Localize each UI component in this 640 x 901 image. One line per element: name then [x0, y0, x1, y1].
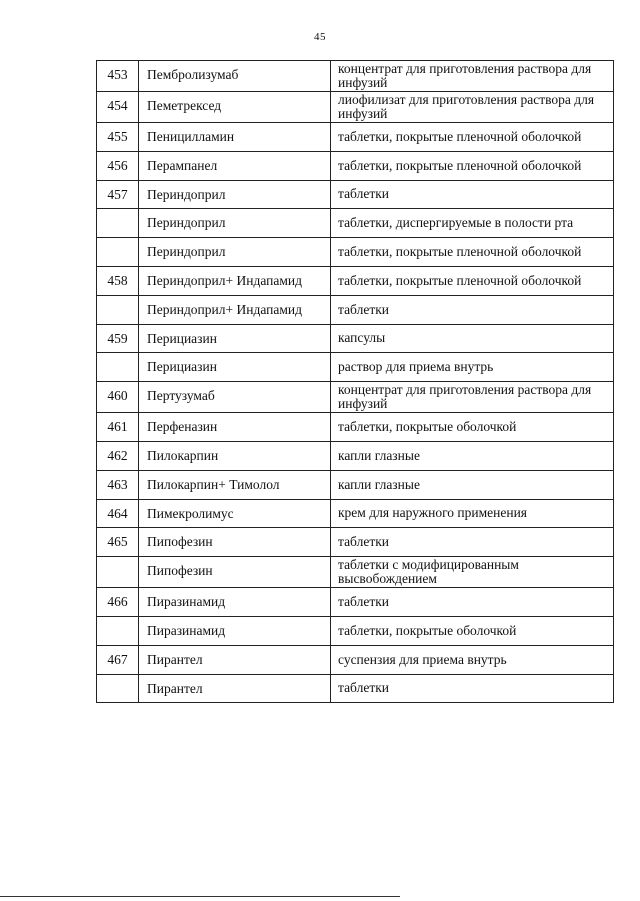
- row-number: [97, 353, 139, 382]
- drug-name: Пиразинамид: [139, 616, 331, 645]
- drug-name: Пеницилламин: [139, 123, 331, 152]
- dosage-form: таблетки, покрытые оболочкой: [331, 413, 614, 442]
- dosage-form: капсулы: [331, 324, 614, 353]
- row-number: [97, 295, 139, 324]
- dosage-form: таблетки, покрытые оболочкой: [331, 616, 614, 645]
- row-number: 462: [97, 441, 139, 470]
- row-number: 464: [97, 499, 139, 528]
- drug-name: Пирантел: [139, 674, 331, 703]
- dosage-form: капли глазные: [331, 470, 614, 499]
- dosage-form: таблетки: [331, 180, 614, 209]
- dosage-form: таблетки, покрытые пленочной оболочкой: [331, 266, 614, 295]
- drug-name: Пеметрексед: [139, 92, 331, 123]
- row-number: 459: [97, 324, 139, 353]
- row-number: 458: [97, 266, 139, 295]
- drug-name: Перициазин: [139, 324, 331, 353]
- drug-name: Периндоприл: [139, 209, 331, 238]
- dosage-form: концентрат для приготовления раствора для инфузий: [331, 61, 614, 92]
- row-number: [97, 616, 139, 645]
- table-row: [97, 588, 614, 617]
- dosage-form: таблетки с модифицированным высвобождением: [331, 557, 614, 588]
- drug-name: Пертузумаб: [139, 382, 331, 413]
- table-row: [97, 413, 614, 442]
- dosage-form: таблетки, покрытые пленочной оболочкой: [331, 151, 614, 180]
- dosage-form: раствор для приема внутрь: [331, 353, 614, 382]
- table-row: [97, 61, 614, 92]
- table-row: [97, 92, 614, 123]
- table-row: [97, 238, 614, 267]
- row-number: [97, 674, 139, 703]
- table-row: [97, 382, 614, 413]
- table-row: [97, 557, 614, 588]
- table-row: [97, 209, 614, 238]
- dosage-form: концентрат для приготовления раствора для инфузий: [331, 382, 614, 413]
- row-number: 460: [97, 382, 139, 413]
- table-row: [97, 266, 614, 295]
- drug-name: Перфеназин: [139, 413, 331, 442]
- row-number: 463: [97, 470, 139, 499]
- table-row: [97, 295, 614, 324]
- drug-name: Периндоприл+ Индапамид: [139, 295, 331, 324]
- dosage-form: таблетки: [331, 674, 614, 703]
- drug-name: Пипофезин: [139, 528, 331, 557]
- dosage-form: лиофилизат для приготовления раствора для инфузий: [331, 92, 614, 123]
- dosage-form: таблетки: [331, 588, 614, 617]
- table-row: [97, 528, 614, 557]
- drug-name: Пиразинамид: [139, 588, 331, 617]
- row-number: 457: [97, 180, 139, 209]
- table-row: [97, 499, 614, 528]
- bottom-rule: [0, 896, 400, 897]
- table-row: [97, 123, 614, 152]
- page-number: 45: [314, 31, 326, 43]
- drug-name: Периндоприл: [139, 238, 331, 267]
- drug-name: Периндоприл+ Индапамид: [139, 266, 331, 295]
- drug-name: Пипофезин: [139, 557, 331, 588]
- row-number: 453: [97, 61, 139, 92]
- table-row: [97, 470, 614, 499]
- table-row: [97, 151, 614, 180]
- drug-name: Пилокарпин+ Тимолол: [139, 470, 331, 499]
- table-row: [97, 616, 614, 645]
- dosage-form: таблетки, диспергируемые в полости рта: [331, 209, 614, 238]
- dosage-form: суспензия для приема внутрь: [331, 645, 614, 674]
- row-number: 454: [97, 92, 139, 123]
- drug-name: Периндоприл: [139, 180, 331, 209]
- drug-name: Пембролизумаб: [139, 61, 331, 92]
- medication-table: [96, 60, 614, 703]
- row-number: 465: [97, 528, 139, 557]
- drug-name: Перициазин: [139, 353, 331, 382]
- row-number: 455: [97, 123, 139, 152]
- dosage-form: таблетки: [331, 528, 614, 557]
- dosage-form: таблетки, покрытые пленочной оболочкой: [331, 123, 614, 152]
- row-number: 467: [97, 645, 139, 674]
- table-row: [97, 674, 614, 703]
- dosage-form: капли глазные: [331, 441, 614, 470]
- table-row: [97, 441, 614, 470]
- table-row: [97, 324, 614, 353]
- table-row: [97, 180, 614, 209]
- drug-name: Пирантел: [139, 645, 331, 674]
- drug-name: Пимекролимус: [139, 499, 331, 528]
- row-number: [97, 238, 139, 267]
- drug-name: Перампанел: [139, 151, 331, 180]
- dosage-form: крем для наружного применения: [331, 499, 614, 528]
- row-number: [97, 209, 139, 238]
- row-number: 456: [97, 151, 139, 180]
- dosage-form: таблетки, покрытые пленочной оболочкой: [331, 238, 614, 267]
- row-number: 466: [97, 588, 139, 617]
- drug-name: Пилокарпин: [139, 441, 331, 470]
- dosage-form: таблетки: [331, 295, 614, 324]
- row-number: 461: [97, 413, 139, 442]
- table-row: [97, 353, 614, 382]
- row-number: [97, 557, 139, 588]
- table-row: [97, 645, 614, 674]
